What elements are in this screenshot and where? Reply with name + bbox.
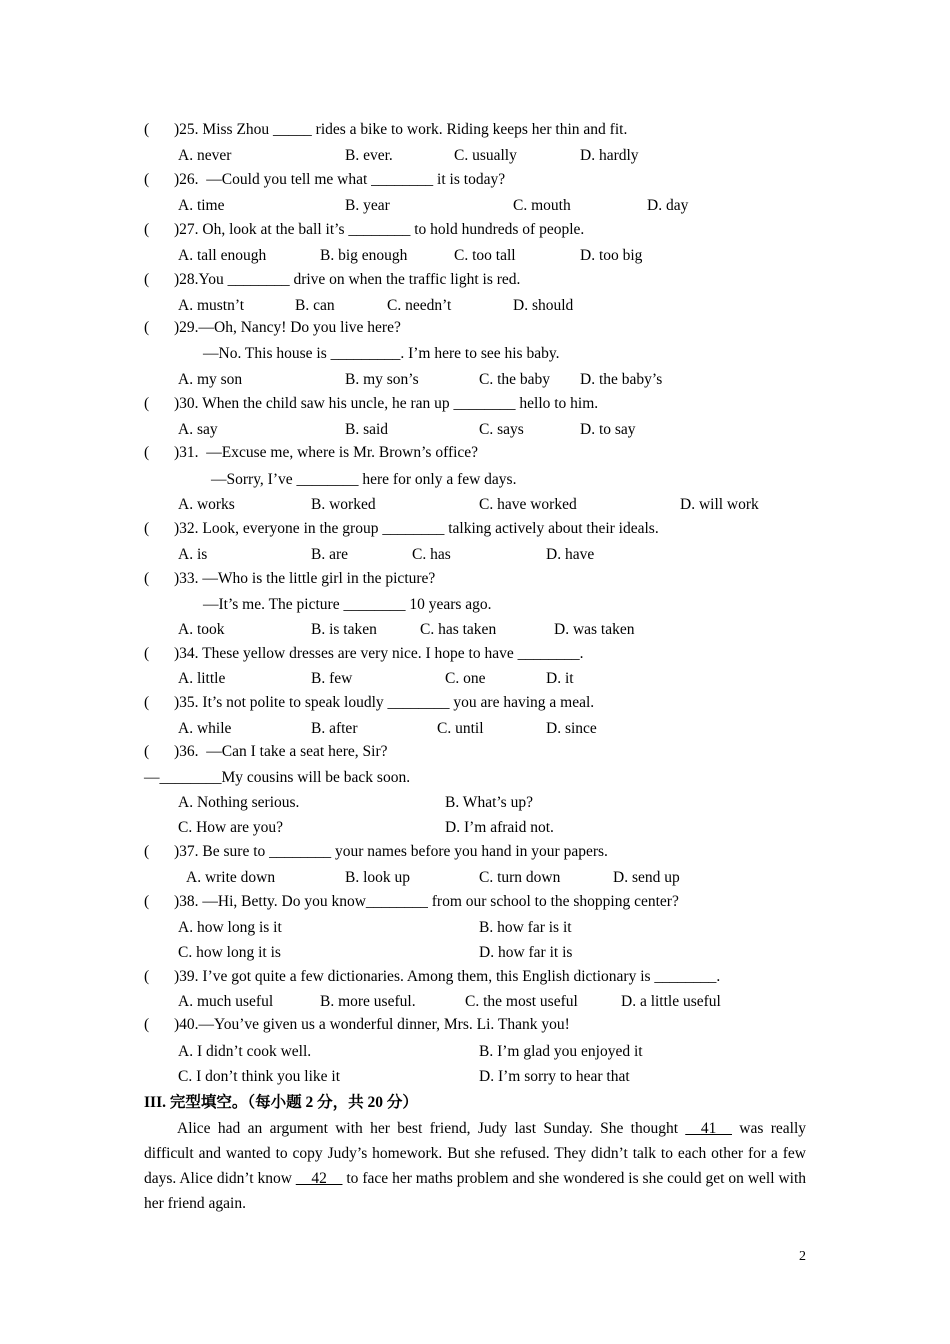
blank-41: __41__ xyxy=(685,1120,732,1137)
option-a: A. write down xyxy=(186,869,276,886)
option-b: B. how far is it xyxy=(479,919,572,936)
answer-bracket: ( xyxy=(144,1016,150,1033)
option-d: D. since xyxy=(546,720,597,737)
option-c: C. how long it is xyxy=(178,944,281,961)
option-a: A. how long is it xyxy=(178,919,282,936)
question-text: )26. —Could you tell me what ________ it is today? xyxy=(174,171,506,188)
question-30 xyxy=(144,395,806,415)
answer-bracket: ( xyxy=(144,444,150,461)
question-text: )35. It’s not polite to speak loudly ________ you are having a meal. xyxy=(174,694,595,711)
answer-bracket: ( xyxy=(144,171,150,188)
option-d: D. will work xyxy=(680,496,759,513)
option-d: D. a little useful xyxy=(621,993,721,1010)
answer-bracket: ( xyxy=(144,645,150,662)
question-text: )36. —Can I take a seat here, Sir? xyxy=(174,743,388,760)
question-text: )39. I’ve got quite a few dictionaries. Among them, this English dictionary is ________. xyxy=(174,968,721,985)
option-a: A. I didn’t cook well. xyxy=(178,1043,312,1060)
option-d: D. to say xyxy=(580,421,636,438)
cloze-paragraph: Alice had an argument with her best friend, Judy last Sunday. She thought __41__ was really difficult and wanted to copy Judy’s homework. But she refused. They didn’t talk to each other for a few days. Alice didn’t know __42__ to face her maths problem and she wondered is she could get on well with her friend again. xyxy=(144,1120,806,1212)
option-b: B. can xyxy=(295,297,335,314)
option-b: B. are xyxy=(311,546,349,563)
question-text: )29.—Oh, Nancy! Do you live here? xyxy=(174,319,401,336)
option-d: D. have xyxy=(546,546,595,563)
option-b: B. my son’s xyxy=(345,371,419,388)
option-a: A. Nothing serious. xyxy=(178,794,300,811)
option-c: C. turn down xyxy=(479,869,561,886)
question-text: )27. Oh, look at the ball it’s ________ to hold hundreds of people. xyxy=(174,221,585,238)
question-40 xyxy=(144,1016,806,1036)
option-b: B. I’m glad you enjoyed it xyxy=(479,1043,643,1060)
answer-bracket: ( xyxy=(144,520,150,537)
question-text: )30. When the child saw his uncle, he ran up ________ hello to him. xyxy=(174,395,599,412)
option-b: B. after xyxy=(311,720,358,737)
question-26 xyxy=(144,171,806,191)
option-d: D. hardly xyxy=(580,147,639,164)
question-text: )37. Be sure to ________ your names before you hand in your papers. xyxy=(174,843,608,860)
answer-bracket: ( xyxy=(144,221,150,238)
option-c: C. one xyxy=(445,670,486,687)
question-text: )32. Look, everyone in the group ________ talking actively about their ideals. xyxy=(174,520,659,537)
option-c: C. mouth xyxy=(513,197,571,214)
option-a: A. say xyxy=(178,421,218,438)
option-b: B. big enough xyxy=(320,247,408,264)
answer-bracket: ( xyxy=(144,319,150,336)
option-a: A. much useful xyxy=(178,993,274,1010)
option-a: A. works xyxy=(178,496,235,513)
option-a: A. my son xyxy=(178,371,243,388)
question-text: )34. These yellow dresses are very nice. I hope to have ________. xyxy=(174,645,584,662)
dialogue-reply: —It’s me. The picture ________ 10 years ago. xyxy=(203,596,492,613)
answer-bracket: ( xyxy=(144,570,150,587)
section-title: III. 完型填空。（每小题 2 分，共 20 分） xyxy=(144,1094,418,1111)
question-35 xyxy=(144,694,806,714)
option-c: C. until xyxy=(437,720,484,737)
option-d: D. too big xyxy=(580,247,643,264)
answer-bracket: ( xyxy=(144,893,150,910)
option-b: B. worked xyxy=(311,496,376,513)
option-d: D. day xyxy=(647,197,689,214)
question-37 xyxy=(144,843,806,863)
question-text: )33. —Who is the little girl in the picture? xyxy=(174,570,436,587)
option-b: B. more useful. xyxy=(320,993,416,1010)
blank-42: __42__ xyxy=(295,1170,343,1187)
answer-bracket: ( xyxy=(144,743,150,760)
dialogue-reply: —________My cousins will be back soon. xyxy=(144,769,411,786)
question-text: )31. —Excuse me, where is Mr. Brown’s office? xyxy=(174,444,479,461)
question-text: )38. —Hi, Betty. Do you know________ from our school to the shopping center? xyxy=(174,893,679,910)
option-c: C. has xyxy=(412,546,451,563)
option-d: D. send up xyxy=(613,869,680,886)
question-text: )40.—You’ve given us a wonderful dinner, Mrs. Li. Thank you! xyxy=(174,1016,570,1033)
option-b: B. said xyxy=(345,421,389,438)
option-c: C. I don’t think you like it xyxy=(178,1068,341,1085)
option-c: C. the baby xyxy=(479,371,551,388)
option-d: D. the baby’s xyxy=(580,371,663,388)
option-b: B. What’s up? xyxy=(445,794,533,811)
question-34 xyxy=(144,645,806,665)
option-a: A. took xyxy=(178,621,225,638)
option-c: C. usually xyxy=(454,147,517,164)
option-d: D. I’m sorry to hear that xyxy=(479,1068,630,1085)
question-28 xyxy=(144,271,806,291)
option-b: B. ever. xyxy=(345,147,393,164)
answer-bracket: ( xyxy=(144,395,150,412)
option-d: D. should xyxy=(513,297,574,314)
option-a: A. little xyxy=(178,670,226,687)
option-b: B. is taken xyxy=(311,621,377,638)
option-c: C. needn’t xyxy=(387,297,452,314)
option-c: C. says xyxy=(479,421,524,438)
option-c: C. too tall xyxy=(454,247,516,264)
option-d: D. I’m afraid not. xyxy=(445,819,554,836)
option-a: A. is xyxy=(178,546,208,563)
answer-bracket: ( xyxy=(144,694,150,711)
question-38 xyxy=(144,893,806,913)
option-c: C. the most useful xyxy=(465,993,578,1010)
question-text: )28.You ________ drive on when the traffic light is red. xyxy=(174,271,521,288)
question-text: )25. Miss Zhou _____ rides a bike to work. Riding keeps her thin and fit. xyxy=(174,121,628,138)
option-a: A. tall enough xyxy=(178,247,267,264)
question-29 xyxy=(144,319,806,339)
answer-bracket: ( xyxy=(144,121,150,138)
option-b: B. few xyxy=(311,670,353,687)
question-36 xyxy=(144,743,806,763)
option-c: C. How are you? xyxy=(178,819,284,836)
option-c: C. have worked xyxy=(479,496,577,513)
option-a: A. while xyxy=(178,720,232,737)
question-32 xyxy=(144,520,806,540)
question-33 xyxy=(144,570,806,590)
answer-bracket: ( xyxy=(144,271,150,288)
option-b: B. look up xyxy=(345,869,411,886)
option-d: D. it xyxy=(546,670,574,687)
question-31 xyxy=(144,444,806,464)
dialogue-reply: —No. This house is _________. I’m here to see his baby. xyxy=(203,345,560,362)
option-c: C. has taken xyxy=(420,621,497,638)
option-d: D. how far it is xyxy=(479,944,573,961)
question-25 xyxy=(144,121,806,141)
answer-bracket: ( xyxy=(144,968,150,985)
option-d: D. was taken xyxy=(554,621,635,638)
page-number: 2 xyxy=(799,1249,806,1264)
option-a: A. mustn’t xyxy=(178,297,245,314)
question-27 xyxy=(144,221,806,241)
option-b: B. year xyxy=(345,197,390,214)
answer-bracket: ( xyxy=(144,843,150,860)
dialogue-reply: —Sorry, I’ve ________ here for only a few days. xyxy=(211,471,517,488)
option-a: A. never xyxy=(178,147,232,164)
question-39 xyxy=(144,968,806,988)
option-a: A. time xyxy=(178,197,225,214)
